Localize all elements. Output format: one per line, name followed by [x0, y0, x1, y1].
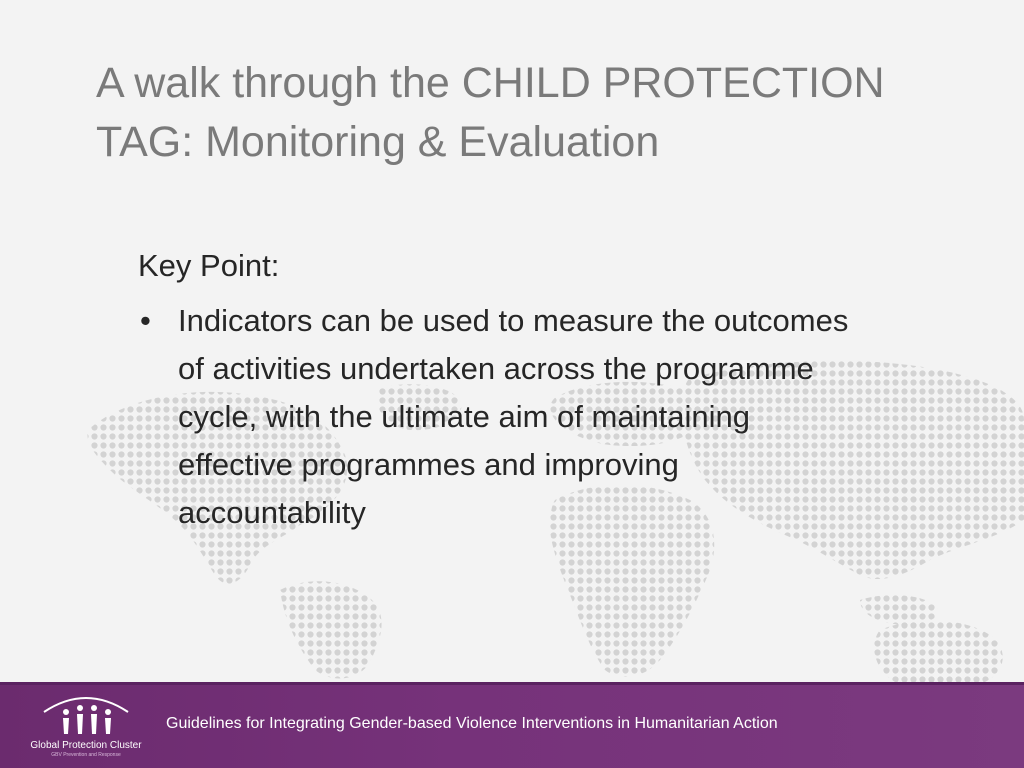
slide-content [138, 242, 858, 537]
footer-divider [0, 682, 1024, 685]
slide-title: A walk through the CHILD PROTECTION TAG: Monitoring & Evaluation [96, 59, 885, 166]
four-figures-arc-logo-icon [26, 688, 146, 740]
bullet-item [138, 297, 858, 537]
logo-name: Global Protection Cluster [30, 740, 142, 751]
bullet-text: Indicators can be used to measure the outcomes of activities undertaken across the programme cycle, with the ultimate aim of maintaining effective programmes and improving accountability [178, 303, 849, 530]
logo-tagline: GBV Prevention and Response [51, 752, 121, 758]
footer-bar [0, 682, 1024, 768]
global-protection-cluster-logo [26, 688, 146, 764]
key-point-label: Key Point: [138, 248, 280, 283]
bullet-list [138, 297, 858, 537]
footer-text: Guidelines for Integrating Gender-based Violence Interventions in Humanitarian Action [166, 715, 778, 732]
bullet-dot-icon: • [140, 303, 151, 338]
